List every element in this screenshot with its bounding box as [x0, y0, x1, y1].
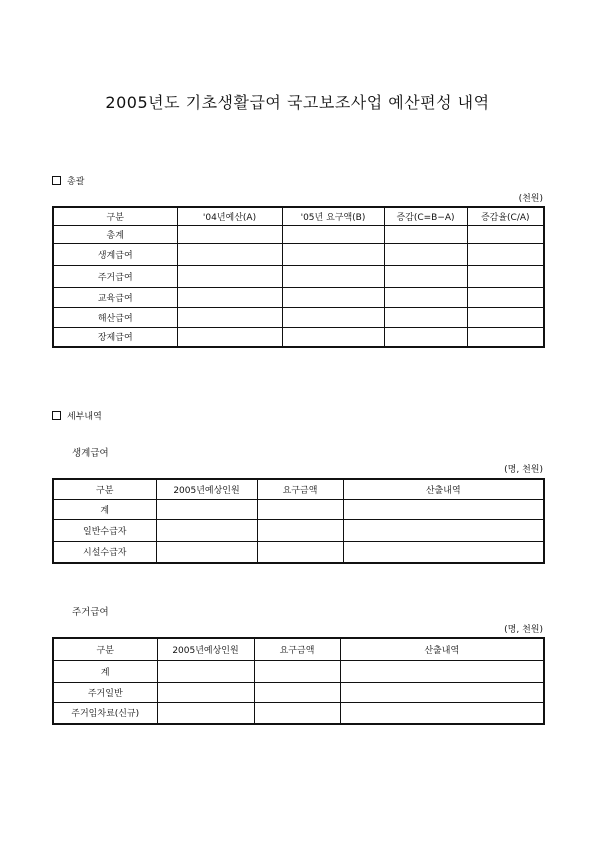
- housing-header-cell: 구분: [53, 638, 157, 660]
- table-cell: [257, 499, 343, 519]
- table-cell: [257, 541, 343, 563]
- living-unit: (명, 천원): [504, 465, 543, 475]
- table-row: [53, 519, 544, 541]
- row-label: 장제급여: [53, 327, 177, 347]
- table-cell: [177, 243, 282, 265]
- row-label: 계: [53, 660, 157, 682]
- table-row: [53, 702, 544, 724]
- table-cell: [257, 519, 343, 541]
- table-cell: [254, 682, 340, 702]
- table-cell: [384, 287, 467, 307]
- summary-heading-label: 총괄: [67, 177, 85, 187]
- table-cell: [384, 307, 467, 327]
- table-cell: [282, 287, 384, 307]
- living-header-cell: 요구금액: [257, 479, 343, 499]
- square-bullet-icon: [52, 176, 61, 185]
- table-cell: [384, 327, 467, 347]
- table-cell: [177, 265, 282, 287]
- housing-subtitle: 주거급여: [72, 607, 109, 618]
- row-label: 주거임차료(신규): [53, 702, 157, 724]
- table-cell: [156, 519, 257, 541]
- table-cell: [157, 702, 254, 724]
- row-label: 총계: [53, 225, 177, 243]
- summary-header-cell: 증감(C=B−A): [384, 207, 467, 225]
- table-row: [53, 243, 544, 265]
- living-header-cell: 2005년예상인원: [156, 479, 257, 499]
- table-cell: [157, 682, 254, 702]
- table-cell: [177, 287, 282, 307]
- table-cell: [340, 702, 544, 724]
- table-cell: [156, 499, 257, 519]
- table-row: [53, 225, 544, 243]
- table-cell: [467, 243, 544, 265]
- summary-header-cell: 구분: [53, 207, 177, 225]
- table-cell: [467, 287, 544, 307]
- table-row: [53, 327, 544, 347]
- square-bullet-icon: [52, 411, 61, 420]
- summary-header-cell: 증감율(C/A): [467, 207, 544, 225]
- table-row: [53, 265, 544, 287]
- table-cell: [282, 327, 384, 347]
- table-cell: [282, 265, 384, 287]
- summary-header-cell: '04년예산(A): [177, 207, 282, 225]
- housing-header-cell: 산출내역: [340, 638, 544, 660]
- summary-header-row: [53, 207, 544, 225]
- table-cell: [282, 243, 384, 265]
- living-header-cell: 구분: [53, 479, 156, 499]
- detail-heading: [52, 409, 102, 422]
- row-label: 생계급여: [53, 243, 177, 265]
- table-row: [53, 660, 544, 682]
- table-cell: [384, 225, 467, 243]
- page-title: 2005년도 기초생활급여 국고보조사업 예산편성 내역: [105, 93, 490, 112]
- table-cell: [282, 307, 384, 327]
- table-cell: [254, 660, 340, 682]
- living-table: [52, 478, 545, 564]
- summary-table: [52, 206, 545, 348]
- table-cell: [340, 660, 544, 682]
- table-cell: [384, 265, 467, 287]
- table-cell: [177, 327, 282, 347]
- table-cell: [177, 225, 282, 243]
- table-cell: [254, 702, 340, 724]
- table-cell: [467, 265, 544, 287]
- summary-unit: (천원): [518, 194, 543, 204]
- row-label: 일반수급자: [53, 519, 156, 541]
- table-cell: [343, 499, 544, 519]
- table-row: [53, 499, 544, 519]
- table-row: [53, 307, 544, 327]
- housing-header-cell: 요구금액: [254, 638, 340, 660]
- living-header-row: [53, 479, 544, 499]
- table-cell: [177, 307, 282, 327]
- table-cell: [343, 519, 544, 541]
- table-cell: [467, 225, 544, 243]
- living-subtitle: 생계급여: [72, 448, 109, 459]
- table-row: [53, 682, 544, 702]
- row-label: 계: [53, 499, 156, 519]
- table-cell: [467, 307, 544, 327]
- housing-table: [52, 637, 545, 725]
- detail-heading-label: 세부내역: [67, 412, 102, 422]
- table-cell: [282, 225, 384, 243]
- table-cell: [157, 660, 254, 682]
- table-cell: [467, 327, 544, 347]
- table-cell: [384, 243, 467, 265]
- row-label: 교육급여: [53, 287, 177, 307]
- row-label: 주거급여: [53, 265, 177, 287]
- table-cell: [340, 682, 544, 702]
- table-row: [53, 541, 544, 563]
- row-label: 주거일반: [53, 682, 157, 702]
- housing-header-row: [53, 638, 544, 660]
- housing-header-cell: 2005년예상인원: [157, 638, 254, 660]
- row-label: 시설수급자: [53, 541, 156, 563]
- table-cell: [156, 541, 257, 563]
- summary-heading: [52, 174, 84, 187]
- table-cell: [343, 541, 544, 563]
- summary-header-cell: '05년 요구액(B): [282, 207, 384, 225]
- housing-unit: (명, 천원): [504, 625, 543, 635]
- living-header-cell: 산출내역: [343, 479, 544, 499]
- row-label: 해산급여: [53, 307, 177, 327]
- table-row: [53, 287, 544, 307]
